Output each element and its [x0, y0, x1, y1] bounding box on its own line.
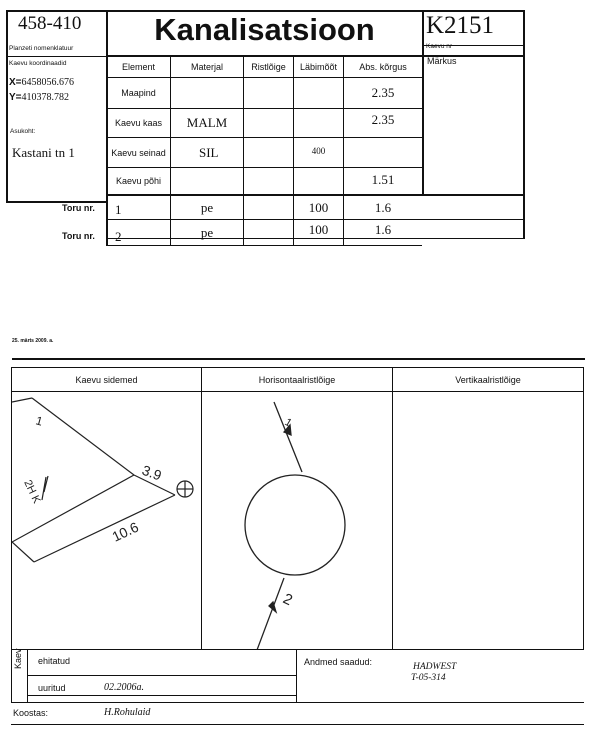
- pipe-2-number: 2: [115, 229, 122, 244]
- well-number: K2151: [426, 12, 495, 39]
- author-label: Koostas:: [13, 708, 49, 718]
- row-height-bottom: 1.51: [371, 172, 395, 187]
- date-rule: [12, 358, 585, 360]
- well-number-label: Kaevu nr: [426, 43, 453, 50]
- map-sheet-number: 458-410: [18, 13, 82, 34]
- pipe-1-material: pe: [200, 199, 214, 215]
- section-vertical: Vertikaalristlõige: [455, 374, 521, 385]
- pipe-2-label: Toru nr.: [62, 231, 95, 241]
- row-element-lid: Kaevu kaas: [114, 118, 163, 128]
- col-abs-height: Abs. kõrgus: [359, 61, 407, 72]
- x-coordinate: [9, 77, 74, 88]
- coordinates-label: Kaevu koordinaadid: [9, 60, 67, 67]
- section-links: Kaevu sidemed: [75, 374, 138, 385]
- pipe-1-diameter: 100: [308, 199, 329, 215]
- pipe-1-label: Toru nr.: [62, 203, 95, 213]
- source-label: Andmed saadud:: [304, 657, 373, 667]
- author-value: H.Rohulaid: [104, 707, 151, 718]
- pipe-2-material: pe: [200, 225, 214, 240]
- row-height-lid: 2.35: [371, 112, 395, 127]
- row-element-walls: Kaevu seinad: [111, 147, 166, 158]
- address-label: Asukoht:: [10, 128, 36, 135]
- address-value: Kastani tn 1: [12, 145, 75, 160]
- surveyed-label: uuritud: [38, 683, 66, 693]
- row-element-bottom: Kaevu põhi: [115, 176, 162, 186]
- col-material: Materjal: [190, 61, 223, 72]
- pipe-2-diameter: 100: [308, 222, 329, 237]
- pipe-1-number: 1: [115, 202, 122, 217]
- section-horizontal: Horisontaalristlõige: [258, 374, 336, 385]
- x-value: 6458056.676: [21, 77, 75, 88]
- map-sheet-label: Planzeti nomenklatuur: [9, 45, 74, 52]
- row-diameter-walls: 400: [311, 146, 326, 156]
- col-element: Element: [121, 61, 156, 72]
- col-diameter: Läbimõõt: [299, 61, 338, 72]
- page-title: Kanalisatsioon: [154, 12, 375, 47]
- surveyed-value: 02.2006a.: [104, 682, 144, 693]
- x-label: X=: [9, 77, 22, 88]
- y-coordinate: [9, 92, 69, 103]
- row-height-ground: 2.35: [371, 85, 395, 100]
- built-label: ehitatud: [38, 656, 71, 666]
- source-value-1: HADWEST: [413, 662, 457, 672]
- pipe-arrow-2-label: 2: [280, 590, 296, 610]
- row-element-ground: Maapind: [121, 88, 156, 98]
- links-sketch: [12, 392, 201, 649]
- pipe-1-height: 1.6: [374, 199, 392, 215]
- pipe-arrow-1-label: 1: [282, 416, 294, 430]
- sketch-distance-a: 3.9: [139, 461, 164, 484]
- col-cross-section: Ristlõige: [251, 61, 286, 72]
- y-value: 410378.782: [21, 92, 70, 103]
- side-label: Kaev: [13, 648, 23, 669]
- source-value-2: T-05-314: [411, 673, 446, 683]
- horizontal-sketch: [202, 392, 392, 649]
- col-remarks: Märkus: [427, 56, 457, 66]
- sketch-number-1: 1: [34, 413, 45, 429]
- date-stamp: 25. märts 2009. a.: [12, 338, 54, 344]
- y-label: Y=: [9, 92, 22, 103]
- row-material-lid: MALM: [186, 115, 228, 130]
- sketch-distance-b: 10.6: [109, 518, 141, 545]
- manhole-circle: [245, 475, 345, 575]
- pipe-2-height: 1.6: [374, 222, 392, 237]
- row-material-walls: SIL: [199, 144, 219, 160]
- sketch-side-note: 2H K: [21, 478, 43, 506]
